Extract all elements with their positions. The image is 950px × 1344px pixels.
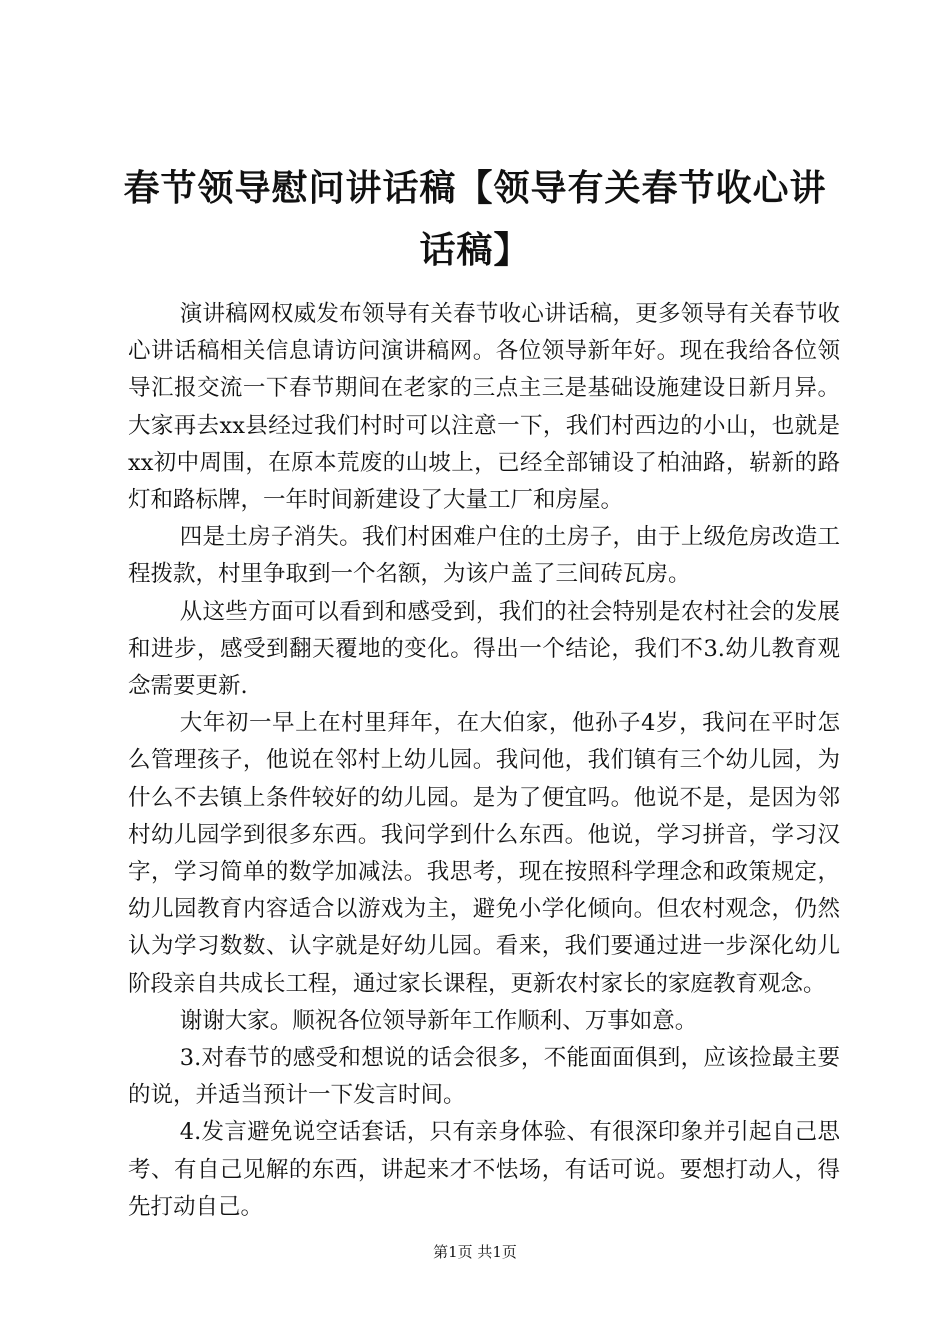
- paragraph-4: 大年初一早上在村里拜年，在大伯家，他孙子4岁，我问在平时怎么管理孩子，他说在邻村上幼儿园。我问他，我们镇有三个幼儿园，为什么不去镇上条件较好的幼儿园。是为了便宜吗。他说不是，是因为邻村幼儿园学到很多东西。我问学到什么东西。他说，学习拼音，学习汉字，学习简单的数学加减法。我思考，现在按照科学理念和政策规定，幼儿园教育内容适合以游戏为主，避免小学化倾向。但农村观念，仍然认为学习数数、认字就是好幼儿园。看来，我们要通过进一步深化幼儿阶段亲自共成长工程，通过家长课程，更新农村家长的家庭教育观念。: [128, 710, 840, 997]
- paragraph-6: 3.对春节的感受和想说的话会很多，不能面面俱到，应该捡最主要的说，并适当预计一下发言时间。: [128, 1045, 840, 1109]
- paragraph-3: 从这些方面可以看到和感受到，我们的社会特别是农村社会的发展和进步，感受到翻天覆地的变化。得出一个结论，我们不3.幼儿教育观念需要更新.: [128, 598, 840, 700]
- paragraph-2: 四是土房子消失。我们村困难户住的土房子，由于上级危房改造工程拨款，村里争取到一个名额，为该户盖了三间砖瓦房。: [128, 524, 840, 588]
- paragraph-5: 谢谢大家。顺祝各位领导新年工作顺利、万事如意。: [179, 1007, 698, 1034]
- document-body: [128, 296, 840, 1226]
- paragraph-1: 演讲稿网权威发布领导有关春节收心讲话稿，更多领导有关春节收心讲话稿相关信息请访问演讲稿网。各位领导新年好。现在我给各位领导汇报交流一下春节期间在老家的三点主三是基础设施建设日新月异。大家再去xx县经过我们村时可以注意一下，我们村西边的小山，也就是xx初中周围，在原本荒废的山坡上，已经全部铺设了柏油路，崭新的路灯和路标牌，一年时间新建设了大量工厂和房屋。: [128, 301, 840, 514]
- paragraph-7: 4.发言避免说空话套话，只有亲身体验、有很深印象并引起自己思考、有自己见解的东西，讲起来才不怯场，有话可说。要想打动人，得先打动自己。: [128, 1119, 840, 1220]
- page-footer: 第1页 共1页: [433, 1243, 517, 1261]
- document-title: 春节领导慰问讲话稿【领导有关春节收心讲话稿】: [123, 168, 827, 271]
